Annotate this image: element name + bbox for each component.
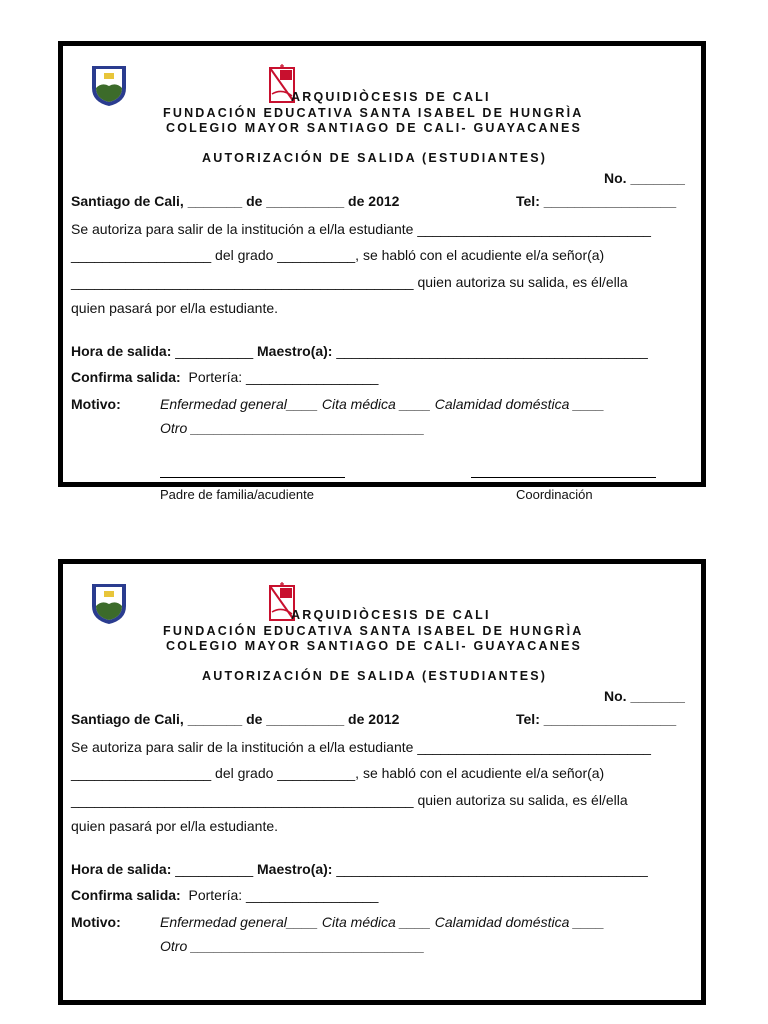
confirma-line xyxy=(71,369,378,385)
porteria-field: Portería: _________________ xyxy=(180,887,379,903)
parent-signature-line xyxy=(160,477,345,478)
body-line-2: __________________ del grado __________, se habló con el acudiente el/a señor(a) xyxy=(71,247,605,263)
confirma-label: Confirma salida: xyxy=(71,887,181,903)
school-shield-icon xyxy=(90,64,128,108)
number-field: No. _______ xyxy=(604,688,685,704)
hora-label: Hora de salida: xyxy=(71,861,172,877)
hora-blank: __________ xyxy=(171,861,258,877)
header-line-3: COLEGIO MAYOR SANTIAGO DE CALI- GUAYACANES xyxy=(166,639,583,653)
form-title: AUTORIZACIÓN DE SALIDA (ESTUDIANTES) xyxy=(202,669,548,683)
motivo-label: Motivo: xyxy=(71,396,121,412)
body-line-4: quien pasará por el/la estudiante. xyxy=(71,300,279,316)
otro-field: Otro ______________________________ xyxy=(160,420,425,436)
body-line-3: ____________________________________________ quien autoriza su salida, es él/ella xyxy=(71,274,628,290)
body-line-1: Se autoriza para salir de la institución a el/la estudiante ______________________________ xyxy=(71,739,651,755)
hora-maestro-line xyxy=(71,343,648,359)
parent-signature-label: Padre de familia/acudiente xyxy=(160,487,314,502)
maestro-blank: ________________________________________ xyxy=(332,861,648,877)
header-line-2: FUNDACIÓN EDUCATIVA SANTA ISABEL DE HUNGRÌA xyxy=(163,624,584,638)
body-line-4: quien pasará por el/la estudiante. xyxy=(71,818,279,834)
body-line-1: Se autoriza para salir de la institución a el/la estudiante ______________________________ xyxy=(71,221,651,237)
header-line-1: ARQUIDIÒCESIS DE CALI xyxy=(291,608,491,622)
header-line-3: COLEGIO MAYOR SANTIAGO DE CALI- GUAYACANES xyxy=(166,121,583,135)
coordination-signature-line xyxy=(471,477,656,478)
date-line: Santiago de Cali, _______ de __________ de 2012 xyxy=(71,711,400,727)
exit-authorization-form-2 xyxy=(58,559,706,1005)
school-shield-icon xyxy=(90,582,128,626)
tel-field: Tel: _________________ xyxy=(516,711,677,727)
otro-field: Otro ______________________________ xyxy=(160,938,425,954)
body-line-2: __________________ del grado __________, se habló con el acudiente el/a señor(a) xyxy=(71,765,605,781)
hora-blank: __________ xyxy=(171,343,258,359)
motivo-label: Motivo: xyxy=(71,914,121,930)
confirma-line xyxy=(71,887,378,903)
body-line-3: ____________________________________________ quien autoriza su salida, es él/ella xyxy=(71,792,628,808)
tel-field: Tel: _________________ xyxy=(516,193,677,209)
maestro-label: Maestro(a): xyxy=(257,343,333,359)
motivo-options: Enfermedad general____ Cita médica ____ Calamidad doméstica ____ xyxy=(160,914,605,930)
header-line-2: FUNDACIÓN EDUCATIVA SANTA ISABEL DE HUNGRÌA xyxy=(163,106,584,120)
form-title: AUTORIZACIÓN DE SALIDA (ESTUDIANTES) xyxy=(202,151,548,165)
number-field: No. _______ xyxy=(604,170,685,186)
porteria-field: Portería: _________________ xyxy=(180,369,379,385)
maestro-blank: ________________________________________ xyxy=(332,343,648,359)
confirma-label: Confirma salida: xyxy=(71,369,181,385)
hora-maestro-line xyxy=(71,861,648,877)
header-line-1: ARQUIDIÒCESIS DE CALI xyxy=(291,90,491,104)
coordination-signature-label: Coordinación xyxy=(516,487,593,502)
hora-label: Hora de salida: xyxy=(71,343,172,359)
exit-authorization-form-1 xyxy=(58,41,706,487)
maestro-label: Maestro(a): xyxy=(257,861,333,877)
date-line: Santiago de Cali, _______ de __________ de 2012 xyxy=(71,193,400,209)
motivo-options: Enfermedad general____ Cita médica ____ Calamidad doméstica ____ xyxy=(160,396,605,412)
